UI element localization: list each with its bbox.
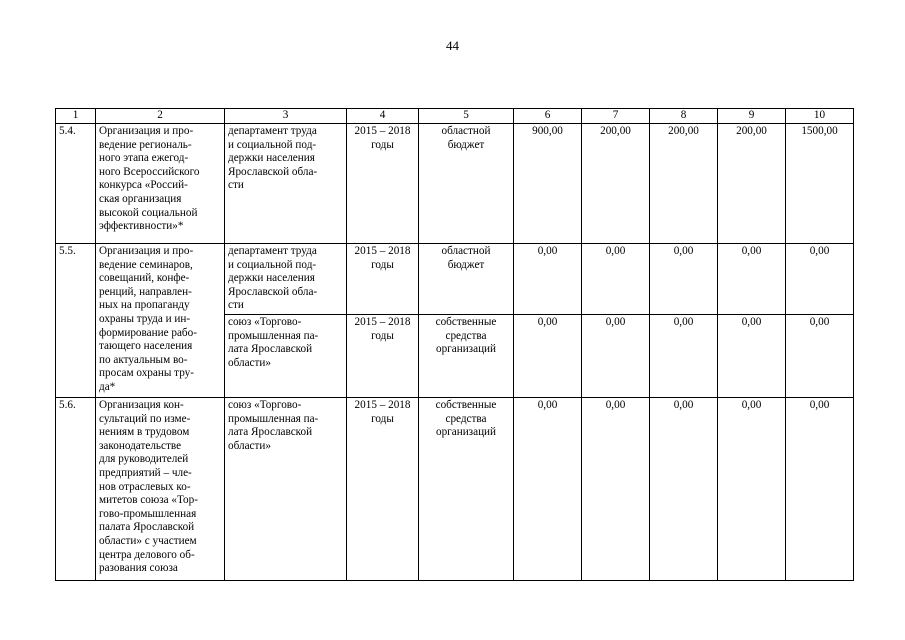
value-col-9: 0,00	[718, 397, 786, 580]
event-name: Организация и про- ведение региональ- ного этапа ежегод- ного Всероссийского конкурса «Россий- ская организация высокой социальной эффективности»*	[96, 124, 225, 244]
funding-source: областной бюджет	[419, 244, 514, 315]
period: 2015 – 2018 годы	[347, 314, 419, 397]
column-header: 2	[96, 109, 225, 124]
value-col-6: 0,00	[514, 397, 582, 580]
column-header: 10	[786, 109, 854, 124]
activities-table	[55, 108, 854, 581]
column-header: 1	[56, 109, 96, 124]
value-col-10: 0,00	[786, 244, 854, 315]
value-col-6: 0,00	[514, 314, 582, 397]
value-col-10: 0,00	[786, 397, 854, 580]
page-number: 44	[446, 38, 459, 53]
value-col-9: 0,00	[718, 314, 786, 397]
item-number: 5.6.	[56, 397, 96, 580]
event-name: Организация кон- сультаций по изме- нениям в трудовом законодательстве для руководителей предприятий – чле- нов отраслевых ко- митетов союза «Тор- гово-промышленная палата Ярославской области» с участием центра делового об- разования союза	[96, 397, 225, 580]
value-col-6: 900,00	[514, 124, 582, 244]
value-col-7: 0,00	[582, 397, 650, 580]
item-number: 5.4.	[56, 124, 96, 244]
value-col-9: 0,00	[718, 244, 786, 315]
table-row	[56, 244, 854, 315]
column-header: 3	[225, 109, 347, 124]
funding-source: собственные средства организаций	[419, 397, 514, 580]
executor: союз «Торгово- промышленная па- лата Ярославской области»	[225, 314, 347, 397]
item-number: 5.5.	[56, 244, 96, 398]
value-col-10: 1500,00	[786, 124, 854, 244]
value-col-9: 200,00	[718, 124, 786, 244]
value-col-8: 200,00	[650, 124, 718, 244]
value-col-7: 0,00	[582, 244, 650, 315]
column-header: 4	[347, 109, 419, 124]
funding-source: областной бюджет	[419, 124, 514, 244]
column-header: 8	[650, 109, 718, 124]
executor: союз «Торгово- промышленная па- лата Ярославской области»	[225, 397, 347, 580]
period: 2015 – 2018 годы	[347, 397, 419, 580]
table-row	[56, 124, 854, 244]
value-col-6: 0,00	[514, 244, 582, 315]
event-name: Организация и про- ведение семинаров, совещаний, конфе- ренций, направлен- ных на пропаганду охраны труда и ин- формирование рабо- тающего населения по актуальным во- просам охраны тру- да*	[96, 244, 225, 398]
period: 2015 – 2018 годы	[347, 124, 419, 244]
column-number-row	[56, 109, 854, 124]
value-col-8: 0,00	[650, 314, 718, 397]
column-header: 6	[514, 109, 582, 124]
table-row	[56, 397, 854, 580]
value-col-7: 200,00	[582, 124, 650, 244]
value-col-8: 0,00	[650, 244, 718, 315]
column-header: 7	[582, 109, 650, 124]
executor: департамент труда и социальной под- держки населения Ярославской обла- сти	[225, 244, 347, 315]
value-col-7: 0,00	[582, 314, 650, 397]
period: 2015 – 2018 годы	[347, 244, 419, 315]
value-col-10: 0,00	[786, 314, 854, 397]
value-col-8: 0,00	[650, 397, 718, 580]
column-header: 9	[718, 109, 786, 124]
column-header: 5	[419, 109, 514, 124]
funding-source: собственные средства организаций	[419, 314, 514, 397]
executor: департамент труда и социальной под- держки населения Ярославской обла- сти	[225, 124, 347, 244]
